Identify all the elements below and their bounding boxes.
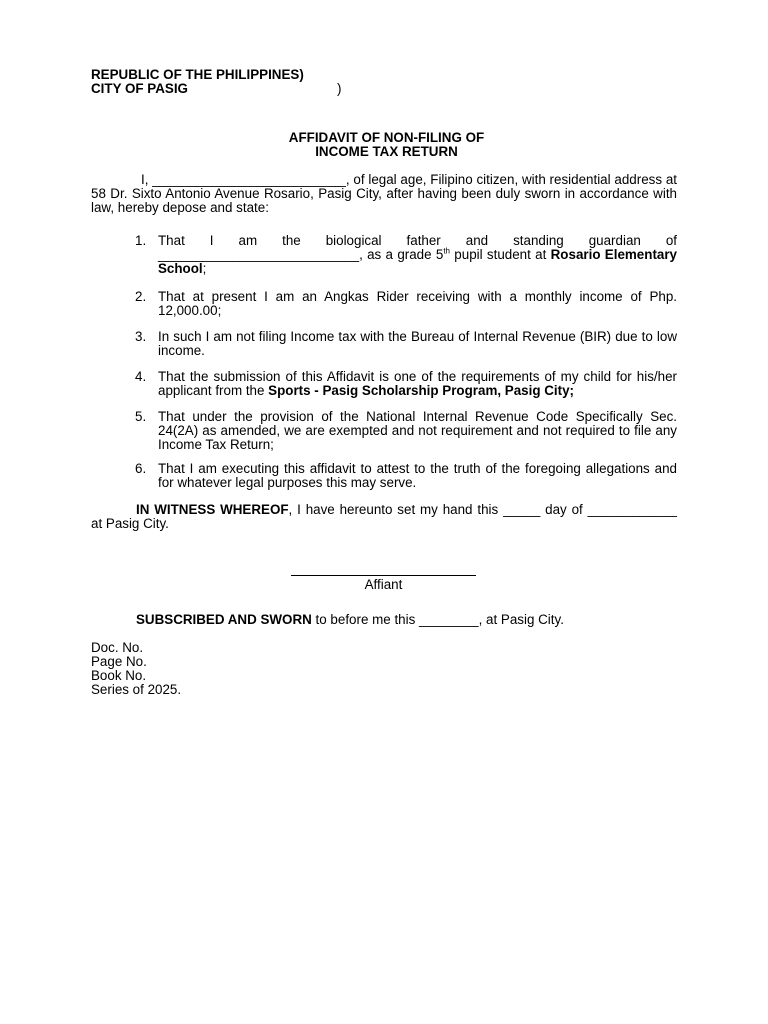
title-line-1: AFFIDAVIT OF NON-FILING OF bbox=[288, 130, 485, 145]
month-blank: ____________ bbox=[587, 502, 678, 517]
list-item bbox=[91, 462, 677, 490]
affiant-label: Affiant bbox=[364, 577, 403, 592]
item-number: 4. bbox=[135, 369, 147, 384]
witness-paragraph bbox=[91, 503, 677, 531]
child-name-blank: ___________________________ bbox=[158, 247, 360, 262]
statement-list bbox=[91, 234, 677, 490]
doc-no: Doc. No. bbox=[91, 640, 144, 655]
item-number: 5. bbox=[135, 409, 147, 424]
item-text: , as a grade 5 bbox=[359, 247, 444, 262]
page-no: Page No. bbox=[91, 654, 147, 669]
item-number: 3. bbox=[135, 329, 147, 344]
item-number: 6. bbox=[135, 461, 147, 476]
list-item bbox=[91, 370, 677, 398]
subscribed-heading: SUBSCRIBED AND SWORN bbox=[136, 612, 312, 627]
name-blank: __________________________ bbox=[152, 172, 346, 187]
school-name: Rosario Elementary School bbox=[158, 247, 678, 276]
item-text: That I am the biological father and standing guardian of bbox=[158, 233, 677, 248]
witness-heading: IN WITNESS WHEREOF bbox=[136, 502, 289, 517]
witness-text: at Pasig City. bbox=[91, 516, 169, 531]
list-item bbox=[91, 330, 677, 358]
subscribed-text: , at Pasig City. bbox=[478, 612, 564, 627]
intro-text: , of legal age, Filipino citizen, with residential address at 58 Dr. Sixto Antonio Avenue Rosario, Pasig City, after having been duly sworn in accordance with law, hereby depose and state: bbox=[91, 172, 677, 215]
item-text: In such I am not filing Income tax with the Bureau of Internal Revenue (BIR) due to low income. bbox=[158, 329, 677, 358]
city-line: CITY OF PASIG bbox=[91, 81, 188, 96]
witness-text: day of bbox=[540, 502, 588, 517]
list-item bbox=[91, 234, 677, 276]
witness-text: , I have hereunto set my hand this bbox=[288, 502, 504, 517]
republic-line: REPUBLIC OF THE PHILIPPINES) bbox=[91, 67, 304, 82]
intro-prefix: I, bbox=[141, 172, 153, 187]
program-name: Sports - Pasig Scholarship Program, Pasig City; bbox=[268, 383, 574, 398]
date-blank: ________ bbox=[419, 612, 479, 627]
city-paren: ) bbox=[337, 81, 342, 96]
list-item bbox=[91, 410, 677, 452]
day-blank: _____ bbox=[503, 502, 541, 517]
item-number: 1. bbox=[135, 233, 147, 248]
document-title bbox=[0, 131, 768, 159]
item-text: ; bbox=[202, 261, 207, 276]
item-text: pupil student at bbox=[450, 247, 551, 262]
jurisdiction-header bbox=[91, 68, 341, 96]
book-no: Book No. bbox=[91, 668, 147, 683]
list-item bbox=[91, 290, 677, 318]
subscribed-paragraph bbox=[91, 613, 677, 627]
item-text: That under the provision of the National Internal Revenue Code Specifically Sec. 24(2A) as amended, we are exempted and not requirement and not required to file any Income Tax Return; bbox=[158, 409, 677, 452]
intro-paragraph bbox=[91, 173, 677, 215]
title-line-2: INCOME TAX RETURN bbox=[315, 144, 458, 159]
item-text: That the submission of this Affidavit is one of the requirements of my child for his/her applicant from the bbox=[158, 369, 677, 398]
subscribed-text: to before me this bbox=[311, 612, 420, 627]
item-text: That I am executing this affidavit to attest to the truth of the foregoing allegations and for whatever legal purposes this may serve. bbox=[158, 461, 677, 490]
series-year: Series of 2025. bbox=[91, 682, 182, 697]
grade-suffix: th bbox=[443, 246, 450, 256]
signature-line bbox=[291, 575, 476, 576]
notary-block bbox=[91, 641, 181, 697]
item-text: That at present I am an Angkas Rider receiving with a monthly income of Php. 12,000.00; bbox=[158, 289, 677, 318]
item-number: 2. bbox=[135, 289, 147, 304]
